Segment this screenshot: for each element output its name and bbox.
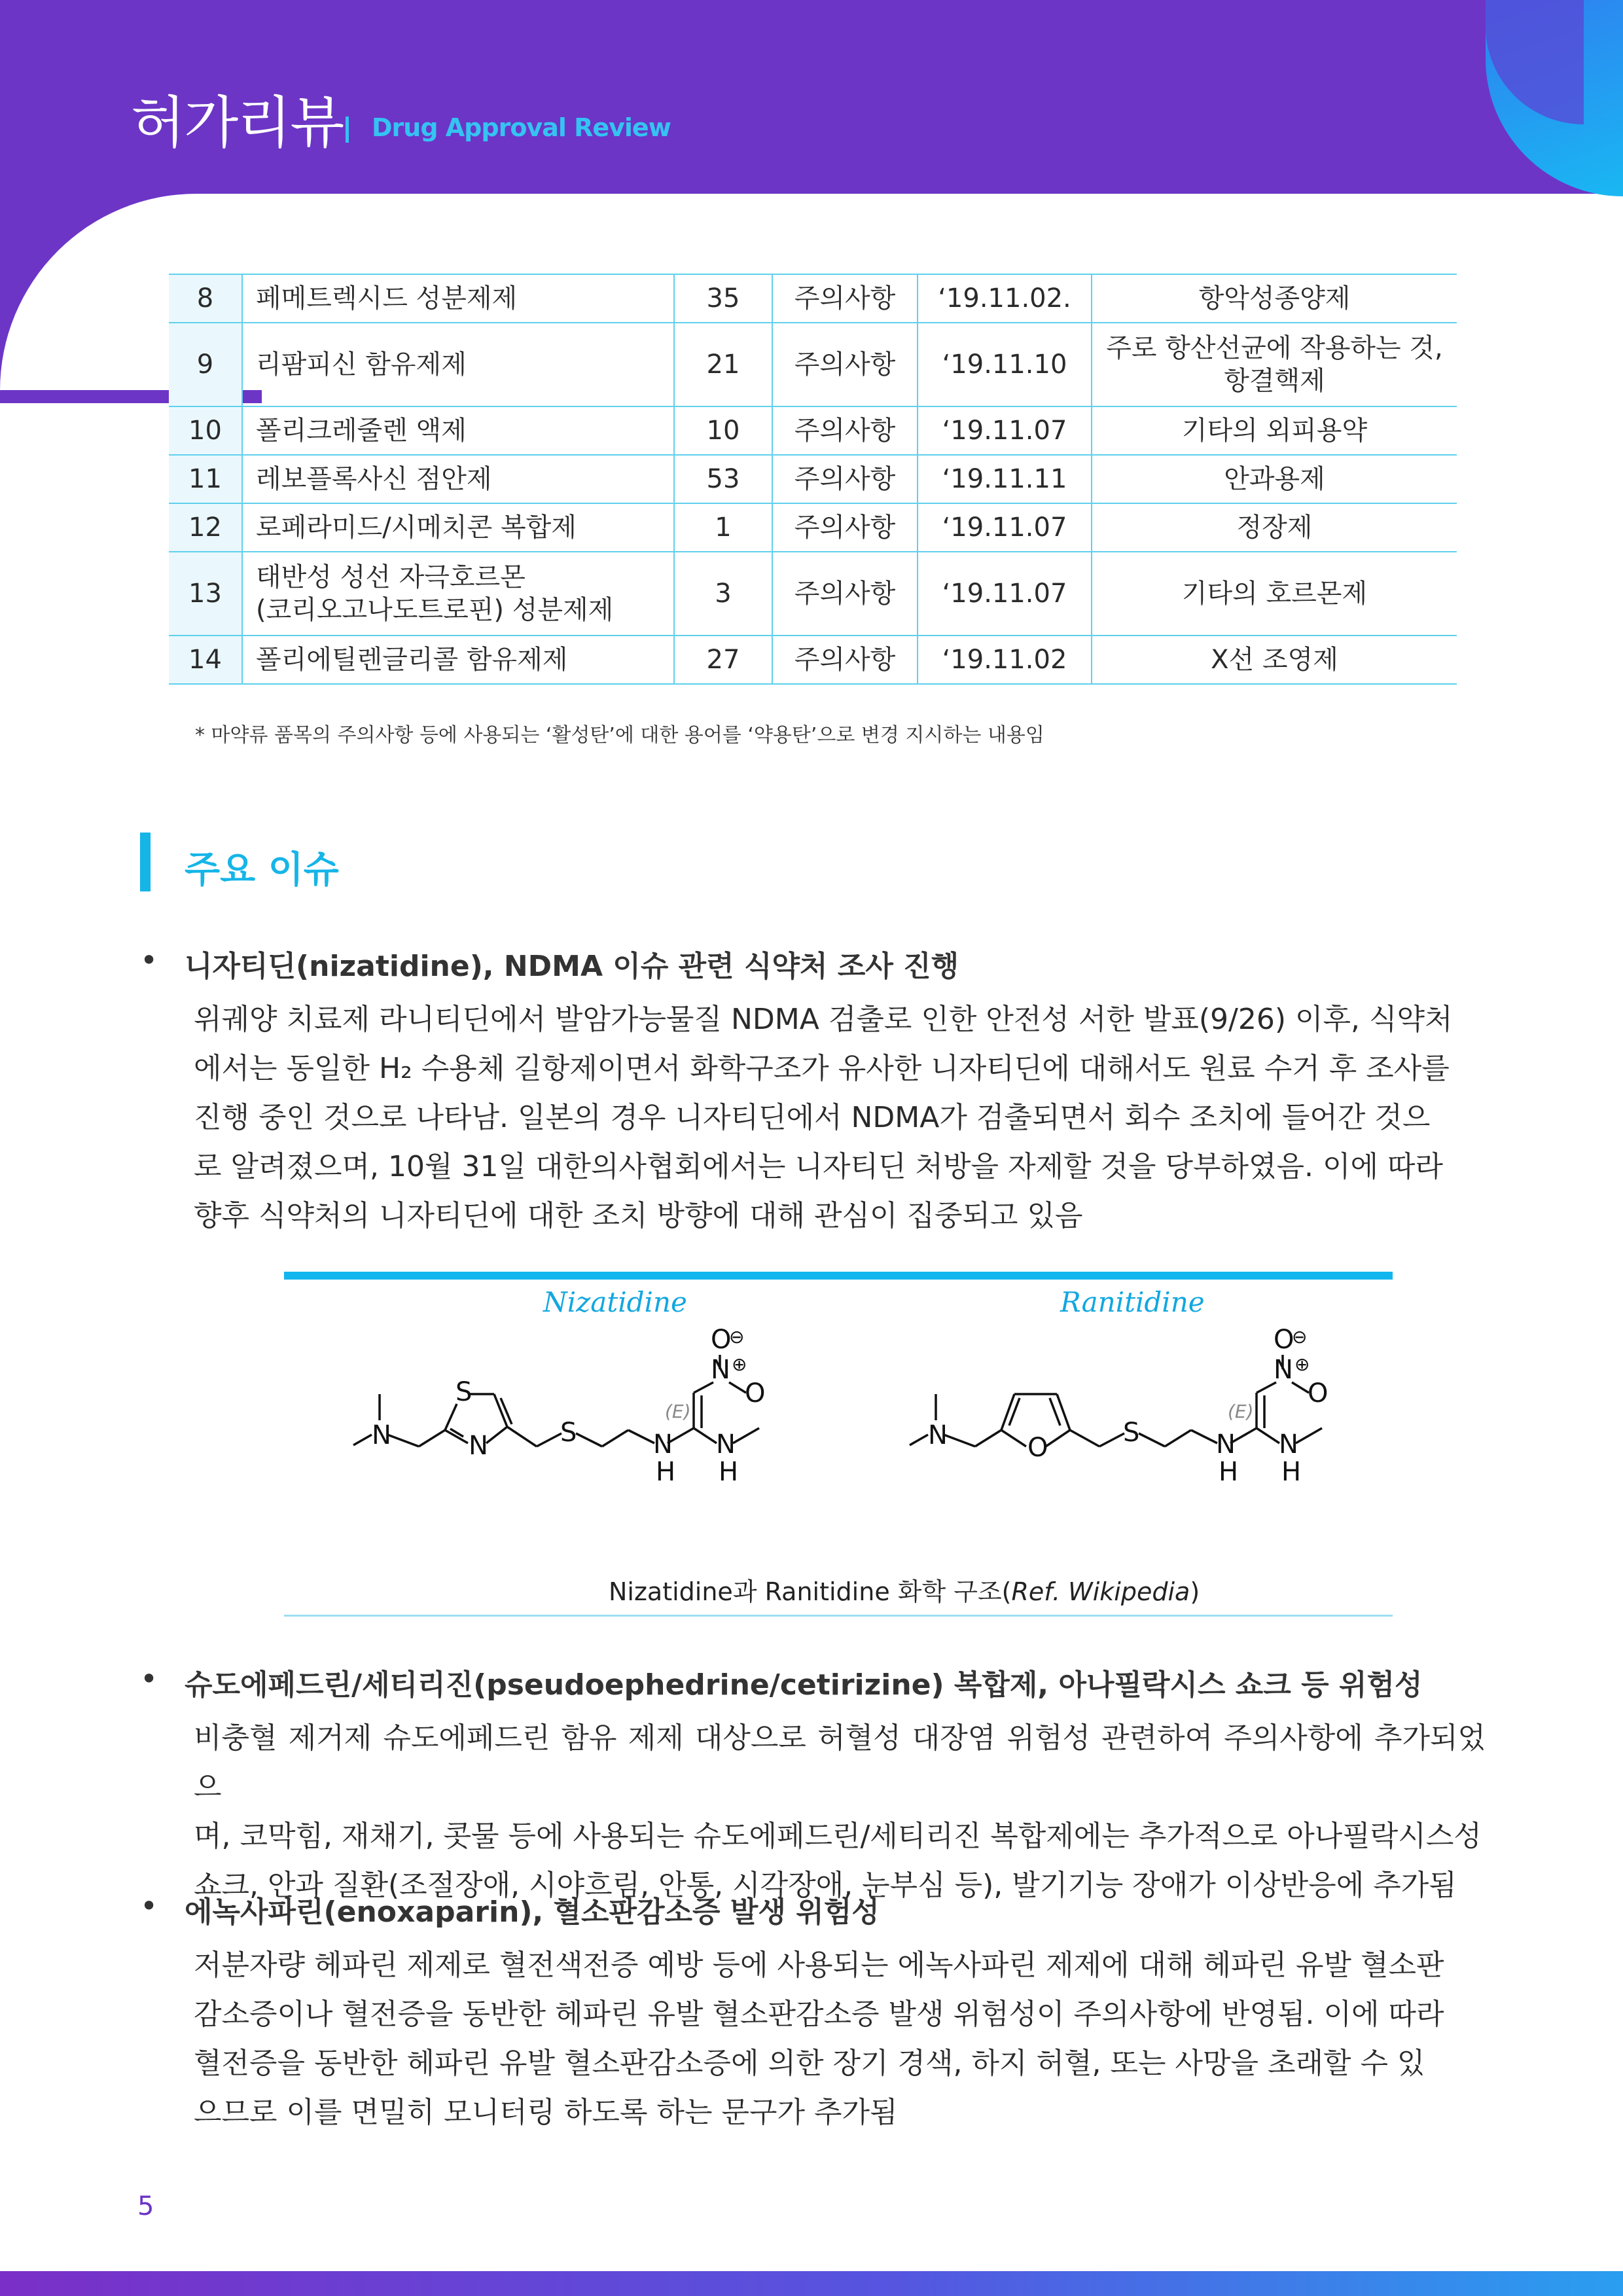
item-title-nizatidine: 니자티딘(nizatidine), NDMA 이슈 관련 식약처 조사 진행 xyxy=(185,950,959,983)
product-name-cell xyxy=(242,503,674,552)
section-title: 주요 이슈 xyxy=(185,849,339,891)
figure-label-nizatidine: Nizatidine xyxy=(543,1286,687,1318)
product-name-cell xyxy=(242,323,674,406)
figure-top-rule xyxy=(284,1272,1393,1280)
item-body-nizatidine xyxy=(194,995,1486,1240)
body-line: 저분자량 헤파린 제제로 혈전색전증 예방 등에 사용되는 에녹사파린 제제에 대해 헤파린 유발 혈소판 xyxy=(194,1948,1444,1982)
date-cell: ‘19.11.07 xyxy=(918,503,1092,552)
charge-minus: ⊖ xyxy=(1292,1326,1308,1348)
table-row xyxy=(169,323,1457,406)
table-footnote: * 마약류 품목의 주의사항 등에 사용되는 ‘활성탄’에 대한 용어를 ‘약용탄’으로 변경 지시하는 내용임 xyxy=(195,724,1044,747)
page-number: 5 xyxy=(137,2191,154,2221)
drug-category-line: 항결핵제 xyxy=(1224,366,1325,396)
table-row xyxy=(169,406,1457,455)
change-type-cell: 주의사항 xyxy=(772,323,918,406)
item-count-cell: 35 xyxy=(674,274,772,323)
atom-n: N xyxy=(711,1355,730,1385)
figure-caption-ref: Ref. Wikipedia xyxy=(1011,1577,1190,1606)
charge-plus: ⊕ xyxy=(1294,1354,1310,1375)
body-line: 쇼크, 안과 질환(조절장애, 시야흐림, 안통, 시각장애, 눈부심 등), 발기기능 장애가 이상반응에 추가됨 xyxy=(194,1869,1457,1902)
body-line: 로 알려졌으며, 10월 31일 대한의사협회에서는 니자티딘 처방을 자제할 것을 당부하였음. 이에 따라 xyxy=(194,1150,1443,1183)
drug-category-line: 주로 항산선균에 작용하는 것, xyxy=(1106,333,1443,363)
drug-category-line: 기타의 외피용약 xyxy=(1181,416,1368,446)
drug-category-line: 정장제 xyxy=(1236,512,1313,543)
figure-caption-end: ) xyxy=(1190,1577,1200,1606)
stereo-label: (E) xyxy=(665,1401,691,1422)
item-title-pseudoephedrine: 슈도에페드린/세티리진(pseudoephedrine/cetirizine) 복합제, 아나필락시스 쇼크 등 위험성 xyxy=(185,1668,1423,1702)
table-row xyxy=(169,455,1457,503)
drug-category-line: 안과용제 xyxy=(1224,464,1325,494)
ranitidine-bonds xyxy=(910,1355,1322,1446)
date-cell: ‘19.11.07 xyxy=(918,552,1092,636)
row-number-cell: 13 xyxy=(169,552,242,636)
atom-s: S xyxy=(1123,1418,1140,1448)
nizatidine-atoms xyxy=(372,1325,765,1487)
row-number-cell: 12 xyxy=(169,503,242,552)
product-name-line: 레보플록사신 점안제 xyxy=(256,464,492,494)
atom-s: S xyxy=(455,1377,473,1407)
product-name-line: 리팜피신 함유제제 xyxy=(256,350,467,380)
product-name-cell xyxy=(242,552,674,636)
date-cell: ‘19.11.11 xyxy=(918,455,1092,503)
atom-s: S xyxy=(560,1418,577,1448)
ranitidine-atoms xyxy=(928,1325,1328,1487)
change-type-cell: 주의사항 xyxy=(772,274,918,323)
item-title-enoxaparin: 에녹사파린(enoxaparin), 혈소판감소증 발생 위험성 xyxy=(185,1895,880,1929)
row-number-cell: 11 xyxy=(169,455,242,503)
product-name-line: 로페라미드/시메치콘 복합제 xyxy=(256,512,577,543)
product-name-cell xyxy=(242,455,674,503)
product-name-line: 폴리에틸렌글리콜 함유제제 xyxy=(256,645,568,675)
row-number-cell: 9 xyxy=(169,323,242,406)
figure-label-ranitidine: Ranitidine xyxy=(1060,1286,1205,1318)
change-type-cell: 주의사항 xyxy=(772,503,918,552)
atom-o: O xyxy=(1027,1433,1048,1463)
drug-category-line: 항악성종양제 xyxy=(1198,283,1351,314)
product-name-cell xyxy=(242,274,674,323)
drug-category-cell xyxy=(1092,323,1457,406)
bullet-2: • xyxy=(140,1661,158,1696)
body-line: 위궤양 치료제 라니티딘에서 발암가능물질 NDMA 검출로 인한 안전성 서한 발표(9/26) 이후, 식약처 xyxy=(194,1003,1453,1036)
chemical-structures xyxy=(340,1325,1335,1551)
charge-minus: ⊖ xyxy=(729,1326,745,1348)
atom-o: O xyxy=(1274,1325,1294,1355)
atom-n: N xyxy=(653,1429,673,1460)
item-count-cell: 3 xyxy=(674,552,772,636)
body-line: 비충혈 제거제 슈도에페드린 함유 제제 대상으로 허혈성 대장염 위험성 관련하여 주의사항에 추가되었으 xyxy=(194,1721,1486,1804)
change-type-cell: 주의사항 xyxy=(772,636,918,684)
charge-plus: ⊕ xyxy=(732,1354,747,1375)
atom-n: N xyxy=(1279,1429,1298,1460)
product-name-line: 폴리크레줄렌 액제 xyxy=(256,416,467,446)
item-count-cell: 21 xyxy=(674,323,772,406)
atom-h: H xyxy=(719,1457,739,1487)
change-type-cell: 주의사항 xyxy=(772,455,918,503)
figure-caption xyxy=(609,1571,1200,1607)
item-count-cell: 27 xyxy=(674,636,772,684)
table-row xyxy=(169,274,1457,323)
header-title: 허가리뷰 xyxy=(131,90,344,156)
body-line: 으므로 이를 면밀히 모니터링 하도록 하는 문구가 추가됨 xyxy=(194,2096,898,2129)
drug-category-line: 기타의 호르몬제 xyxy=(1181,579,1368,609)
figure-bottom-rule xyxy=(284,1615,1393,1617)
atom-n: N xyxy=(716,1429,736,1460)
product-name-line: 태반성 성선 자극호르몬 xyxy=(256,562,526,592)
figure-caption-main: Nizatidine과 Ranitidine 화학 구조( xyxy=(609,1577,1012,1606)
body-line: 감소증이나 혈전증을 동반한 헤파린 유발 혈소판감소증 발생 위험성이 주의사항에 반영됨. 이에 따라 xyxy=(194,1998,1444,2031)
body-line: 진행 중인 것으로 나타남. 일본의 경우 니자티딘에서 NDMA가 검출되면서 회수 조치에 들어간 것으 xyxy=(194,1101,1431,1134)
drug-category-line: X선 조영제 xyxy=(1211,645,1338,675)
header-subtitle: Drug Approval Review xyxy=(372,113,671,142)
change-type-cell: 주의사항 xyxy=(772,406,918,455)
row-number-cell: 10 xyxy=(169,406,242,455)
bullet-1: • xyxy=(140,942,158,978)
bullet-3: • xyxy=(140,1888,158,1924)
approval-table-body xyxy=(169,274,1457,684)
item-count-cell: 53 xyxy=(674,455,772,503)
approval-table xyxy=(169,274,1457,685)
atom-o: O xyxy=(711,1325,732,1355)
item-count-cell: 1 xyxy=(674,503,772,552)
drug-category-cell xyxy=(1092,455,1457,503)
drug-category-cell xyxy=(1092,503,1457,552)
product-name-cell xyxy=(242,406,674,455)
drug-category-cell xyxy=(1092,406,1457,455)
product-name-cell xyxy=(242,636,674,684)
item-body-pseudoephedrine xyxy=(194,1713,1486,1910)
stereo-label: (E) xyxy=(1228,1401,1254,1422)
nizatidine-bonds xyxy=(353,1355,759,1446)
atom-n: N xyxy=(928,1420,948,1450)
atom-h: H xyxy=(1219,1457,1239,1487)
header-separator xyxy=(346,117,349,143)
date-cell: ‘19.11.10 xyxy=(918,323,1092,406)
body-line: 며, 코막힘, 재채기, 콧물 등에 사용되는 슈도에페드린/세티리진 복합제에는 추가적으로 아나필락시스성 xyxy=(194,1820,1482,1853)
item-count-cell: 10 xyxy=(674,406,772,455)
body-line: 혈전증을 동반한 헤파린 유발 혈소판감소증에 의한 장기 경색, 하지 허혈, 또는 사망을 초래할 수 있 xyxy=(194,2047,1425,2080)
item-body-enoxaparin xyxy=(194,1941,1486,2137)
date-cell: ‘19.11.02 xyxy=(918,636,1092,684)
drug-category-cell xyxy=(1092,552,1457,636)
row-number-cell: 14 xyxy=(169,636,242,684)
date-cell: ‘19.11.02. xyxy=(918,274,1092,323)
date-cell: ‘19.11.07 xyxy=(918,406,1092,455)
body-line: 향후 식약처의 니자티딘에 대한 조치 방향에 대해 관심이 집중되고 있음 xyxy=(194,1199,1083,1232)
atom-n: N xyxy=(372,1420,391,1450)
product-name-line: 페메트렉시드 성분제제 xyxy=(256,283,518,314)
row-number-cell: 8 xyxy=(169,274,242,323)
footer-bar xyxy=(0,2271,1623,2296)
atom-o: O xyxy=(745,1378,766,1408)
atom-h: H xyxy=(656,1457,676,1487)
drug-category-cell xyxy=(1092,636,1457,684)
table-row xyxy=(169,636,1457,684)
atom-h: H xyxy=(1281,1457,1302,1487)
atom-n: N xyxy=(1216,1429,1236,1460)
atom-o: O xyxy=(1308,1378,1329,1408)
change-type-cell: 주의사항 xyxy=(772,552,918,636)
body-line: 에서는 동일한 H₂ 수용체 길항제이면서 화학구조가 유사한 니자티딘에 대해서도 원료 수거 후 조사를 xyxy=(194,1052,1450,1085)
drug-category-cell xyxy=(1092,274,1457,323)
table-row xyxy=(169,503,1457,552)
section-marker xyxy=(140,833,151,891)
product-name-line: (코리오고나도트로핀) 성분제제 xyxy=(256,595,614,625)
table-row xyxy=(169,552,1457,636)
atom-n: N xyxy=(1274,1355,1293,1385)
atom-n: N xyxy=(469,1431,488,1461)
